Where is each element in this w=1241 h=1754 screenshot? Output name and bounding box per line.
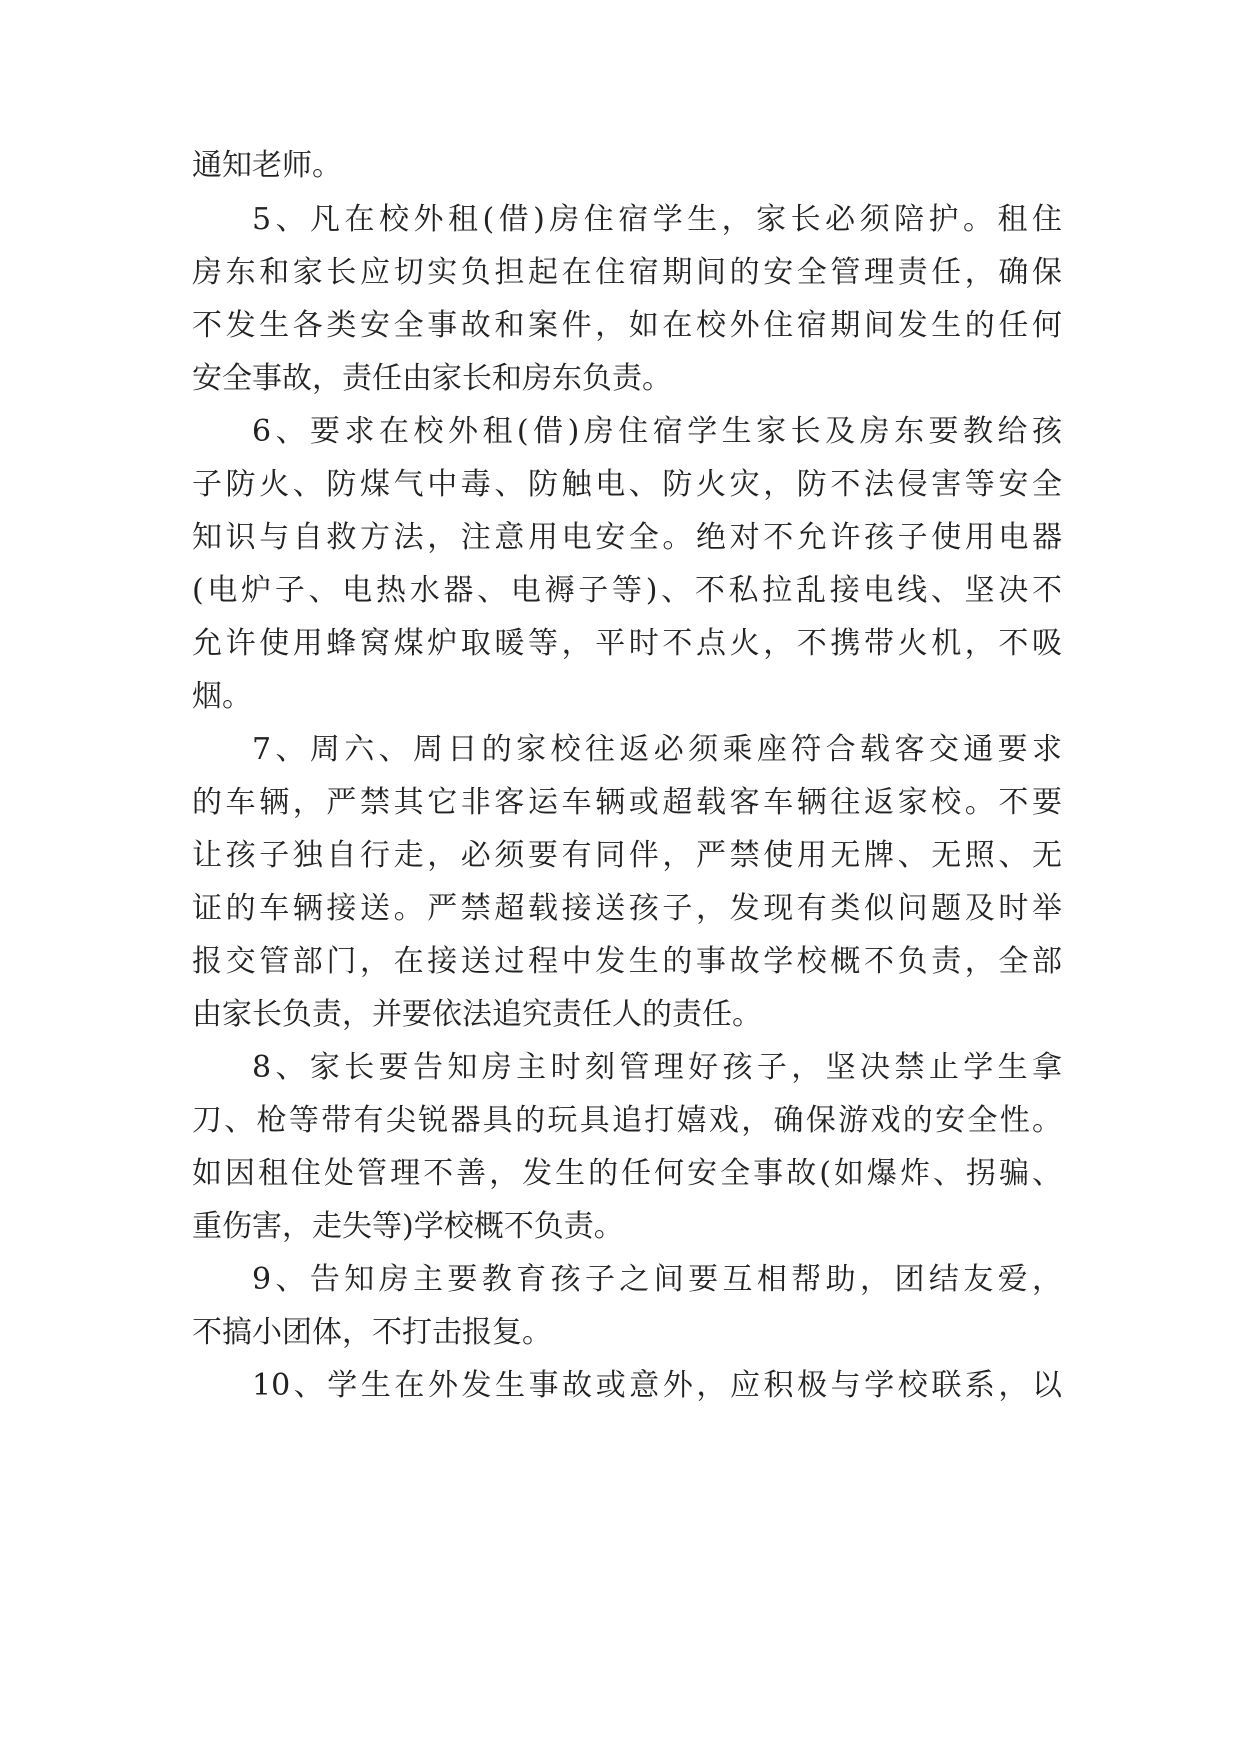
- text-line: 7、周六、周日的家校往返必须乘座符合载客交通要求: [252, 732, 1062, 767]
- text-line: 重伤害，走失等)学校概不负责。: [192, 1209, 624, 1244]
- text-line: 6、要求在校外租(借)房住宿学生家长及房东要教给孩: [252, 414, 1062, 449]
- text-line: 报交管部门，在接送过程中发生的事故学校概不负责，全部: [192, 944, 1062, 979]
- text-line: 不发生各类安全事故和案件，如在校外住宿期间发生的任何: [192, 308, 1062, 343]
- text-line: 知识与自救方法，注意用电安全。绝对不允许孩子使用电器: [192, 520, 1062, 555]
- text-line: 让孩子独自行走，必须要有同伴，严禁使用无牌、无照、无: [192, 838, 1062, 873]
- text-line: 由家长负责，并要依法追究责任人的责任。: [192, 997, 762, 1032]
- text-line: 通知老师。: [192, 148, 342, 183]
- text-line: 安全事故，责任由家长和房东负责。: [192, 361, 672, 396]
- text-line: 的车辆，严禁其它非客运车辆或超载客车辆往返家校。不要: [192, 785, 1062, 820]
- text-line: 如因租住处管理不善，发生的任何安全事故(如爆炸、拐骗、: [192, 1156, 1062, 1191]
- text-line: 子防火、防煤气中毒、防触电、防火灾，防不法侵害等安全: [192, 467, 1062, 502]
- text-line: 证的车辆接送。严禁超载接送孩子，发现有类似问题及时举: [192, 891, 1062, 926]
- text-line: 9、告知房主要教育孩子之间要互相帮助，团结友爱，: [252, 1262, 1062, 1297]
- text-line: 允许使用蜂窝煤炉取暖等，平时不点火，不携带火机，不吸: [192, 626, 1062, 661]
- text-line: (电炉子、电热水器、电褥子等)、不私拉乱接电线、坚决不: [192, 573, 1062, 608]
- text-line: 8、家长要告知房主时刻管理好孩子，坚决禁止学生拿: [252, 1050, 1062, 1085]
- text-line: 5、凡在校外租(借)房住宿学生，家长必须陪护。租住: [252, 202, 1062, 237]
- text-line: 房东和家长应切实负担起在住宿期间的安全管理责任，确保: [192, 255, 1062, 290]
- text-line: 烟。: [192, 679, 252, 714]
- text-line: 刀、枪等带有尖锐器具的玩具追打嬉戏，确保游戏的安全性。: [192, 1103, 1062, 1138]
- text-line: 10、学生在外发生事故或意外，应积极与学校联系，以: [252, 1368, 1062, 1403]
- text-line: 不搞小团体，不打击报复。: [192, 1315, 552, 1350]
